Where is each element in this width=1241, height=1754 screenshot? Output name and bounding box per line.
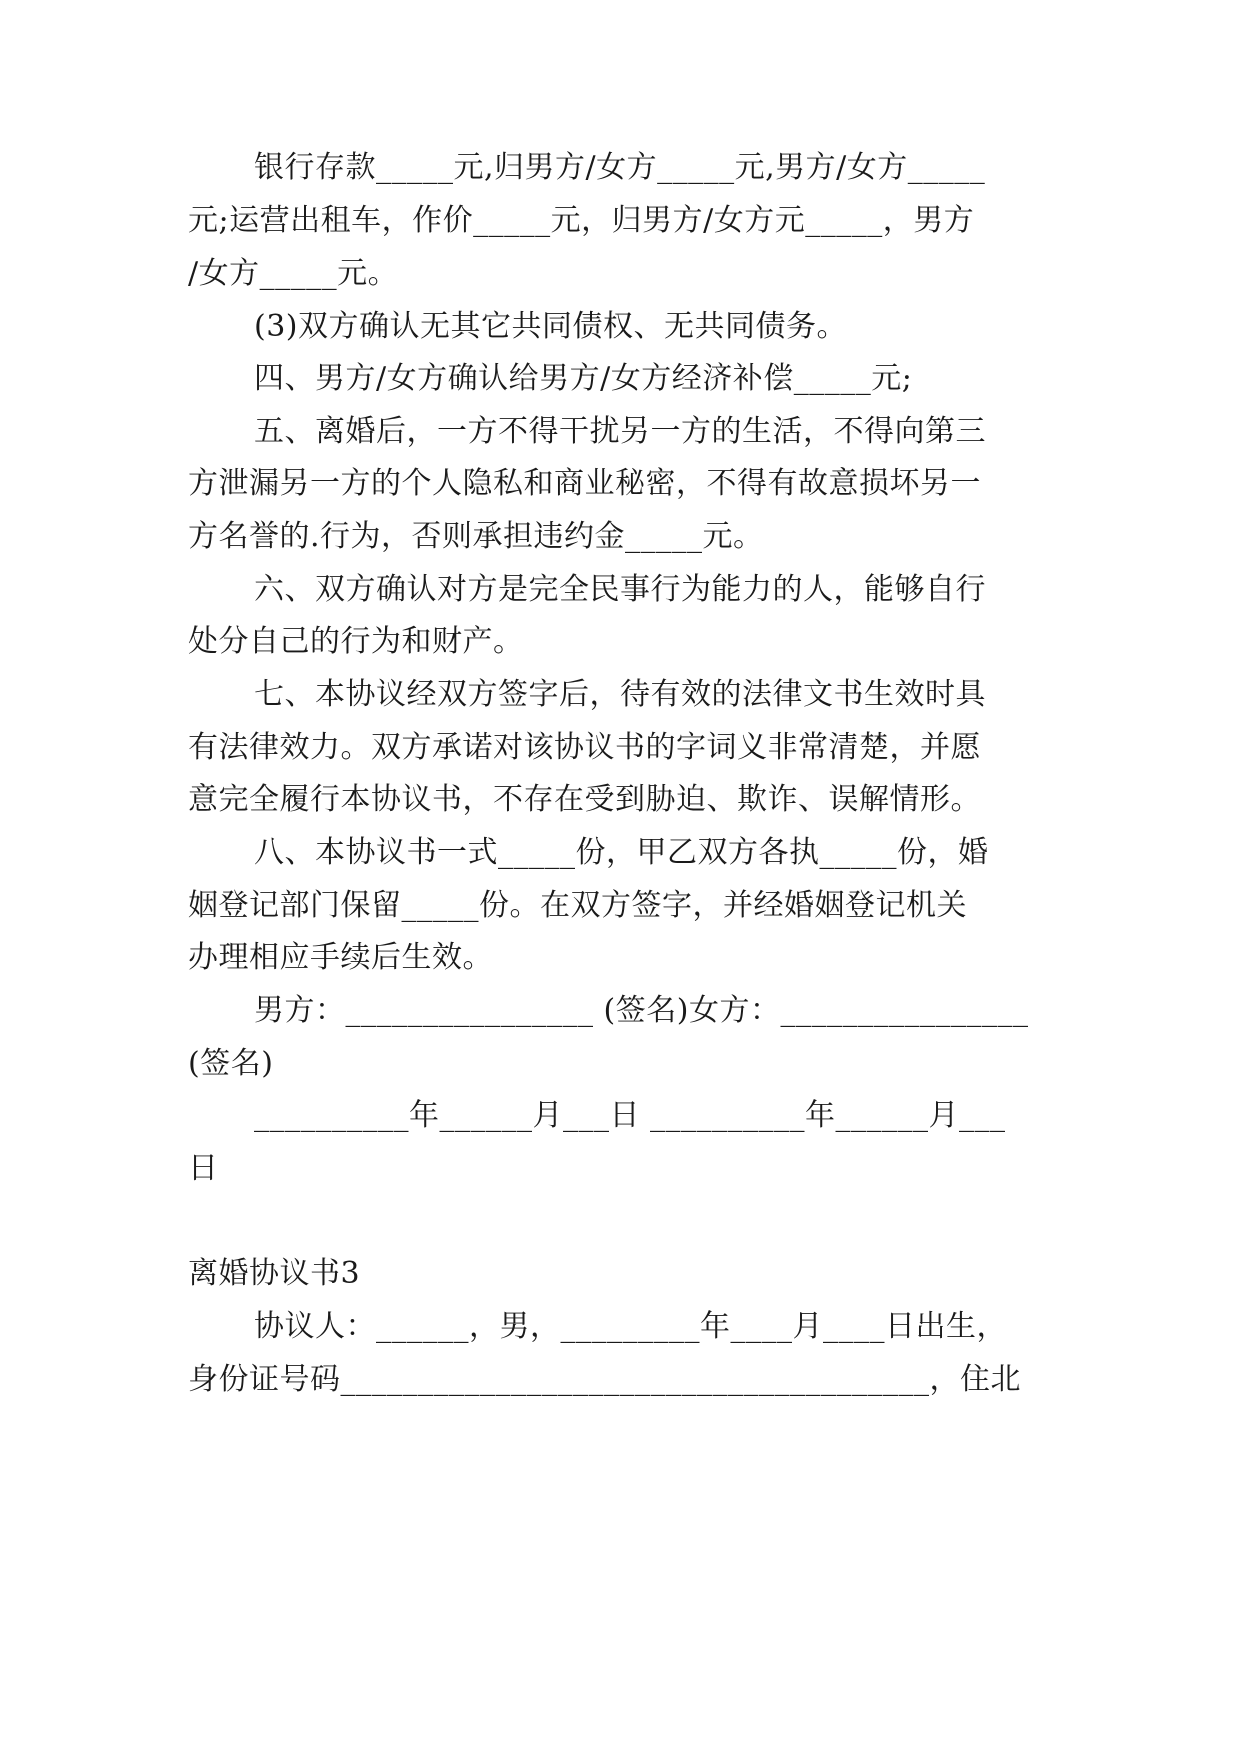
- text-line: 日: [188, 1151, 219, 1186]
- text-line: 银行存款_____元,归男方/女方_____元,男方/女方_____: [254, 150, 986, 185]
- text-line: 四、男方/女方确认给男方/女方经济补偿_____元;: [254, 361, 913, 396]
- text-line: 意完全履行本协议书，不存在受到胁迫、欺诈、误解情形。: [188, 782, 981, 817]
- text-line: (签名): [188, 1046, 274, 1081]
- text-line: /女方_____元。: [188, 256, 399, 291]
- text-line: 身份证号码______________________________________，住北: [188, 1362, 1021, 1397]
- text-line: (3)双方确认无其它共同债权、无共同债务。: [254, 309, 847, 344]
- text-line: 七、本协议经双方签字后，待有效的法律文书生效时具: [254, 677, 986, 712]
- date-line: __________年______月___日 __________年______月___: [254, 1098, 1006, 1133]
- section-heading: 离婚协议书3: [188, 1256, 361, 1291]
- text-line: 方泄漏另一方的个人隐私和商业秘密，不得有故意损坏另一: [188, 466, 981, 501]
- text-line: 协议人：______，男，_________年____月____日出生，: [254, 1309, 1007, 1344]
- text-line: 元;运营出租车，作价_____元，归男方/女方元_____，男方: [188, 203, 975, 238]
- text-line: 八、本协议书一式_____份，甲乙双方各执_____份，婚: [254, 835, 989, 870]
- text-line: 有法律效力。双方承诺对该协议书的字词义非常清楚，并愿: [188, 730, 981, 765]
- text-line: 五、离婚后，一方不得干扰另一方的生活，不得向第三: [254, 414, 986, 449]
- text-line: 六、双方确认对方是完全民事行为能力的人，能够自行: [254, 572, 986, 607]
- text-line: 方名誉的.行为，否则承担违约金_____元。: [188, 519, 764, 554]
- text-line: 处分自己的行为和财产。: [188, 624, 524, 659]
- text-line: 姻登记部门保留_____份。在双方签字，并经婚姻登记机关: [188, 888, 967, 923]
- text-line: 办理相应手续后生效。: [188, 940, 493, 975]
- signature-line: 男方：________________ (签名)女方：________________: [254, 993, 1029, 1028]
